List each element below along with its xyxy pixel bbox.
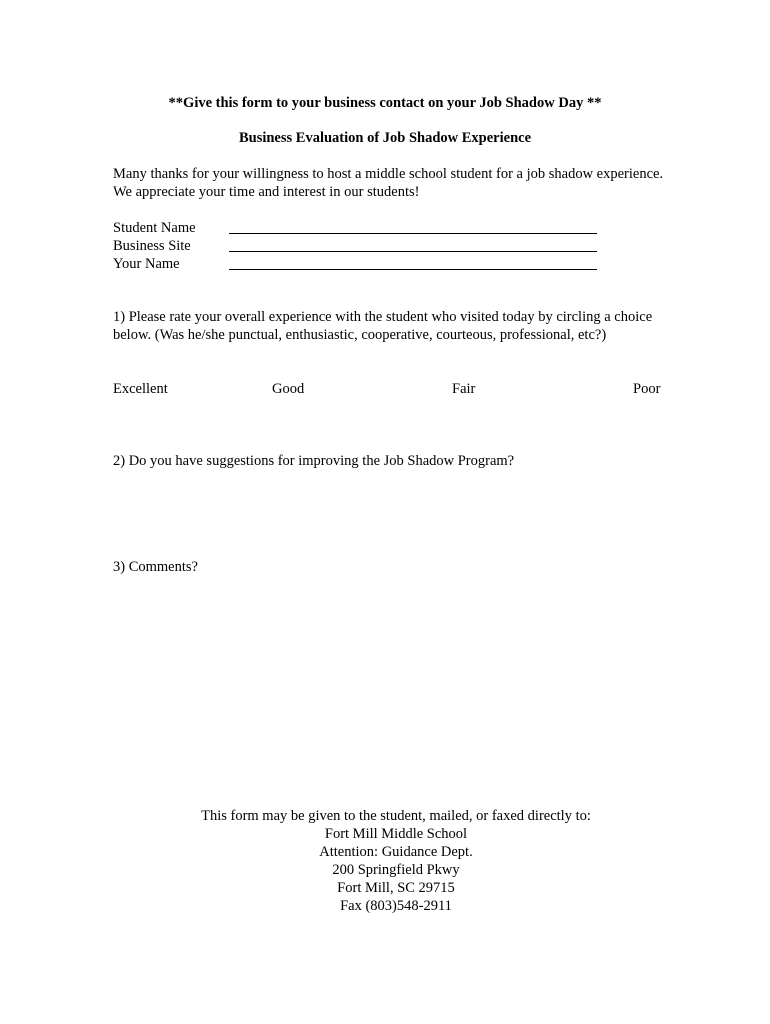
student-name-label: Student Name — [113, 220, 196, 236]
rating-choice-poor[interactable]: Poor — [633, 381, 661, 397]
student-name-field[interactable] — [229, 233, 597, 234]
rating-choice-excellent[interactable]: Excellent — [113, 381, 168, 397]
question-1-line-1: 1) Please rate your overall experience with the student who visited today by circling a choice — [113, 309, 653, 325]
rating-choice-good[interactable]: Good — [272, 381, 305, 397]
fax-number: Fax (803)548-2911 — [340, 898, 452, 914]
your-name-label: Your Name — [113, 256, 180, 272]
street-address: 200 Springfield Pkwy — [332, 862, 460, 878]
question-2: 2) Do you have suggestions for improving the Job Shadow Program? — [113, 453, 515, 469]
business-site-field[interactable] — [229, 251, 597, 252]
mailing-address-block — [0, 807, 770, 915]
intro-line-1: Many thanks for your willingness to host a middle school student for a job shadow experience. — [113, 166, 664, 182]
intro-line-2: We appreciate your time and interest in our students! — [113, 184, 420, 200]
your-name-row — [113, 255, 597, 273]
question-1-line-2: below. (Was he/she punctual, enthusiastic, cooperative, courteous, professional, etc?) — [113, 327, 607, 343]
business-site-row — [113, 237, 597, 255]
instruction-heading: **Give this form to your business contact on your Job Shadow Day ** — [168, 95, 602, 111]
rating-choice-fair[interactable]: Fair — [452, 381, 476, 397]
student-name-row — [113, 219, 597, 237]
question-3: 3) Comments? — [113, 559, 198, 575]
your-name-field[interactable] — [229, 269, 597, 270]
school-name: Fort Mill Middle School — [324, 826, 468, 842]
city-state-zip: Fort Mill, SC 29715 — [337, 880, 455, 896]
business-site-label: Business Site — [113, 238, 191, 254]
footer-instruction: This form may be given to the student, mailed, or faxed directly to: — [201, 808, 591, 824]
form-title: Business Evaluation of Job Shadow Experience — [238, 130, 532, 146]
attention-line: Attention: Guidance Dept. — [319, 844, 473, 860]
